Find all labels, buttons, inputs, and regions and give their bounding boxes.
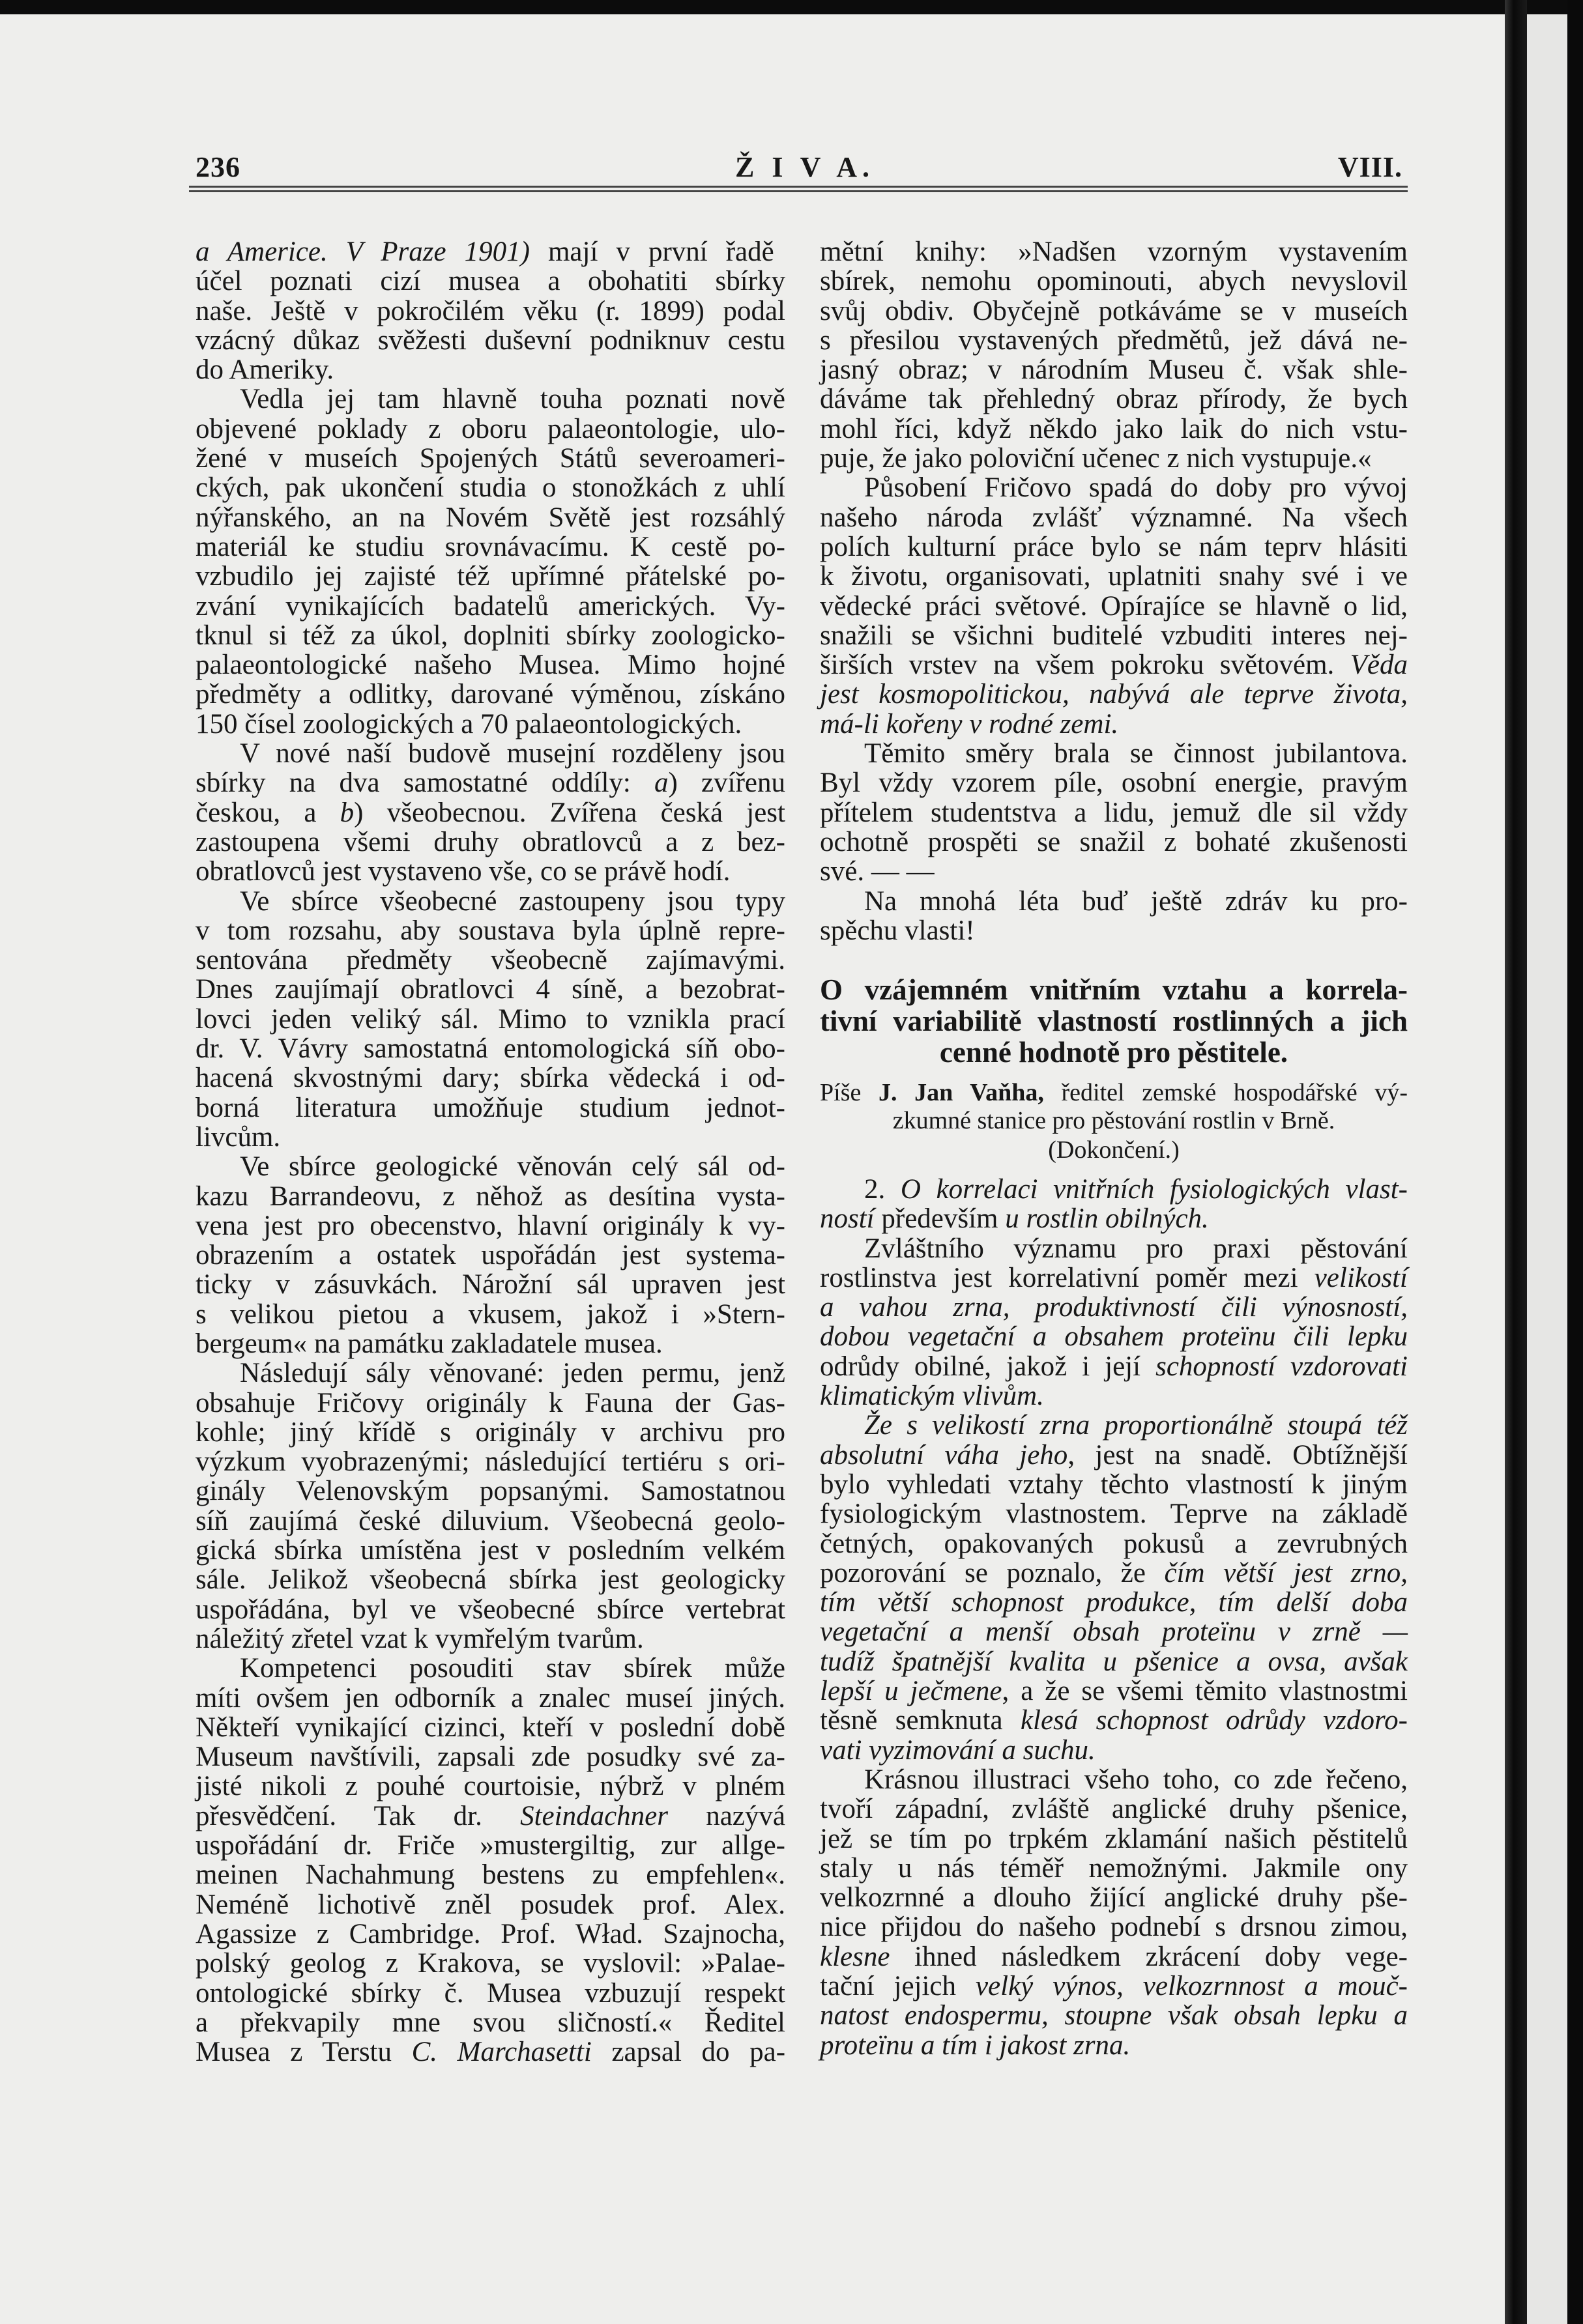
italic-text: klesá schopnost odrůdy vzdoro-	[1020, 1705, 1408, 1736]
text-line	[196, 355, 785, 384]
text-line	[196, 1447, 785, 1476]
text-segment: míti ovšem jen odborník a znalec museí jiných.	[196, 1682, 785, 1714]
text-segment: ontologické sbírky č. Musea vzbuzují respekt	[196, 1977, 785, 2009]
text-line	[196, 473, 785, 502]
text-segment: Těmito směry brala se činnost jubilantova.	[864, 738, 1408, 769]
text-line	[820, 355, 1408, 384]
text-segment: sbírek, nemohu opominouti, abych nevyslovil	[820, 266, 1408, 297]
text-line	[196, 1123, 785, 1152]
text-segment: a překvapily mne svou sličností.« Ředitel	[196, 2007, 785, 2038]
text-segment: ckých, pak ukončení studia o stonožkách z uhlí	[196, 472, 785, 504]
text-line	[820, 1588, 1408, 1617]
text-line	[196, 1270, 785, 1299]
text-segment: sbírky na dva samostatné oddíly:	[196, 767, 655, 799]
text-line	[820, 1794, 1408, 1824]
text-line	[820, 444, 1408, 473]
text-segment: vzácný důkaz svěžesti duševní podniknuv cestu	[196, 324, 785, 356]
text-segment: Působení Fričovo spadá do doby pro vývoj	[864, 472, 1408, 504]
text-line	[196, 1063, 785, 1093]
text-segment: polský geolog z Krakova, se vyslovil: »Palae-	[196, 1948, 785, 1979]
text-segment: Píše	[820, 1079, 879, 1106]
text-segment: zastoupena všemi druhy obratlovců a z bez-	[196, 826, 785, 857]
text-segment: objevené poklady z oboru palaeontologie, ulo-	[196, 413, 785, 444]
journal-title: Ž I V A.	[734, 151, 875, 183]
italic-text: a Americe. V Praze 1901)	[196, 237, 530, 267]
text-line	[196, 1506, 785, 1536]
text-segment: ) zvířenu	[668, 767, 785, 799]
text-segment: gická sbírka umístěna jest v posledním velkém	[196, 1535, 785, 1566]
text-line	[196, 266, 785, 296]
text-segment: palaeontologické našeho Musea. Mimo hojné	[196, 650, 785, 681]
text-line	[820, 2001, 1408, 2030]
text-line	[196, 1005, 785, 1034]
text-segment: četných, opakovaných pokusů a zevrubných	[820, 1528, 1408, 1559]
italic-text: a vahou zrna, produktivností čili výnosností,	[820, 1292, 1408, 1323]
text-segment: náležitý zřetel vzat k vymřelým tvarům.	[196, 1623, 644, 1654]
text-line	[820, 1854, 1408, 1883]
text-segment: především	[874, 1203, 1006, 1235]
text-segment: livcům.	[196, 1121, 281, 1153]
text-segment: našeho národa zvlášť významné. Na všech	[820, 502, 1408, 533]
text-segment: mají v první řadě	[529, 237, 774, 267]
text-segment: uspořádání dr. Friče »mustergiltig, zur allge-	[196, 1830, 785, 1861]
text-line	[820, 974, 1408, 1005]
text-segment: V nové naší budově musejní rozděleny jsou	[240, 738, 785, 769]
text-segment: účel poznati cizí musea a obohatiti sbírky	[196, 266, 785, 297]
italic-text: velký výnos, velkozrnnost a mouč-	[975, 1971, 1408, 2002]
text-segment: meinen Nachahmung bestens zu empfehlen«.	[196, 1859, 785, 1891]
text-line	[196, 768, 785, 797]
text-segment: širších vrstev na všem pokroku světovém.	[820, 650, 1350, 681]
text-segment: českou, a	[196, 797, 340, 828]
text-segment: v tom rozsahu, aby soustava byla úplně repre-	[196, 915, 785, 946]
text-segment: zkumné stanice pro pěstování rostlin v Brně.	[892, 1107, 1335, 1134]
text-line	[820, 1972, 1408, 2001]
text-line	[820, 1234, 1408, 1263]
text-line	[196, 680, 785, 709]
text-segment: ) všeobecnou. Zvířena česká jest	[354, 797, 785, 828]
text-line	[196, 1388, 785, 1418]
text-segment: výzkum vyobrazenými; následující tertiéru s ori-	[196, 1446, 785, 1478]
text-segment: fysiologickým vlastnostem. Teprve na základě	[820, 1499, 1408, 1530]
text-line	[820, 1706, 1408, 1735]
text-line	[820, 1175, 1408, 1204]
italic-text: u rostlin obilných.	[1005, 1203, 1209, 1235]
text-segment: jež se tím po trpkém zklamání našich pěstitelů	[820, 1823, 1408, 1854]
italic-text: čím větší jest zrno,	[1164, 1557, 1408, 1588]
text-line	[196, 1860, 785, 1889]
article-byline	[820, 1079, 1408, 1135]
text-segment: Na mnohá léta buď ještě zdráv ku pro-	[864, 885, 1408, 917]
text-segment: spěchu vlasti!	[820, 915, 975, 946]
text-line	[196, 1979, 785, 2008]
text-segment: ginály Velenovským popsanými. Samostatnou	[196, 1476, 785, 1507]
text-line	[196, 414, 785, 444]
text-line	[196, 975, 785, 1004]
text-line	[820, 857, 1408, 886]
text-line	[820, 2031, 1408, 2060]
text-segment: vzbudilo jej zajisté též upřímné přátelské po-	[196, 561, 785, 592]
text-line	[820, 1079, 1408, 1107]
text-line	[820, 592, 1408, 621]
page-number: 236	[196, 151, 240, 183]
text-line	[196, 1358, 785, 1388]
text-line	[820, 1647, 1408, 1676]
text-segment: hacená skvostnými dary; sbírka vědecká i od-	[196, 1063, 785, 1094]
text-segment: obrazením a ostatek uspořádán jest systema-	[196, 1240, 785, 1271]
text-line	[196, 1890, 785, 1919]
italic-text: natost endospermu, stoupne však obsah lepku a	[820, 2000, 1408, 2031]
text-line	[196, 857, 785, 886]
text-line	[820, 384, 1408, 414]
text-segment: svůj obdiv. Obyčejně potkáváme se v museích	[820, 295, 1408, 326]
text-segment: puje, že jako poloviční učenec z nich vystupuje.«	[820, 443, 1372, 474]
text-line	[196, 1742, 785, 1772]
text-segment: s velikou pietou a vkusem, jakož i »Stern-	[196, 1298, 785, 1330]
italic-text: proteïnu a tím i jakost zrna.	[820, 2030, 1131, 2061]
text-line	[820, 1499, 1408, 1528]
text-segment: své. — —	[820, 856, 935, 887]
text-line	[820, 473, 1408, 502]
text-line	[196, 1831, 785, 1860]
text-segment: staly u nás téměř nemožnými. Jakmile ony	[820, 1852, 1408, 1884]
text-line	[196, 384, 785, 414]
text-line	[196, 945, 785, 975]
text-line	[196, 887, 785, 916]
text-line	[820, 739, 1408, 768]
text-segment: tknul si též za úkol, doplniti sbírky zoologicko-	[196, 620, 785, 651]
text-segment: cenné hodnotě pro pěstitele.	[939, 1036, 1288, 1069]
text-line	[196, 503, 785, 532]
text-line	[820, 503, 1408, 532]
text-line	[820, 296, 1408, 326]
text-line	[196, 739, 785, 768]
italic-text: C. Marchasetti	[411, 2037, 592, 2068]
text-segment: vena jest pro obecenstvo, hlavní originály k vy-	[196, 1210, 785, 1241]
text-segment: Ve sbírce všeobecné zastoupeny jsou typy	[240, 885, 785, 917]
text-segment: obsahuje Fričovy originály k Fauna der Gas-	[196, 1387, 785, 1418]
italic-text: Věda	[1350, 650, 1408, 681]
text-segment: těsně semknuta	[820, 1705, 1021, 1736]
text-segment: Kompetenci posouditi stav sbírek může	[240, 1653, 785, 1684]
text-line	[196, 1624, 785, 1654]
text-segment: mohl říci, když někdo jako laik do nich vstu-	[820, 413, 1408, 444]
text-segment: borná literatura umožňuje studium jednot-	[196, 1092, 785, 1123]
text-line	[820, 887, 1408, 916]
italic-text: Že s velikostí zrna proportionálně stoupá též	[864, 1410, 1408, 1441]
text-line	[196, 1536, 785, 1565]
text-line	[196, 296, 785, 326]
text-line	[820, 266, 1408, 296]
text-line	[196, 710, 785, 739]
text-segment: tační jejich	[820, 1971, 976, 2002]
text-segment: přesvědčení. Tak dr.	[196, 1800, 521, 1831]
text-segment: rostlinstva jest korrelativní poměr mezi	[820, 1262, 1314, 1293]
text-segment: zvání vynikajících badatelů amerických. Vy-	[196, 590, 785, 622]
text-line	[196, 1211, 785, 1241]
italic-text: velikostí	[1314, 1262, 1408, 1293]
text-segment: Následují sály věnované: jeden permu, jenž	[240, 1358, 785, 1389]
text-segment: vědecké práci světové. Opírajíce se hlavně o lid,	[820, 590, 1408, 622]
text-line	[196, 2037, 785, 2067]
text-line	[196, 1418, 785, 1447]
text-line	[196, 1919, 785, 1949]
italic-text: vati vyzimování a suchu.	[820, 1734, 1096, 1766]
left-column	[196, 237, 785, 2067]
text-line	[196, 621, 785, 650]
scan-page-edge	[1527, 14, 1567, 2324]
italic-text: schopností vzdorovati	[1155, 1351, 1408, 1382]
text-segment: ředitel zemské hospodářské vý-	[1043, 1079, 1408, 1106]
text-line	[196, 1565, 785, 1594]
text-line	[196, 237, 785, 266]
text-line	[196, 1300, 785, 1329]
text-line	[196, 1152, 785, 1181]
text-segment: odrůdy obilné, jakož i její	[820, 1351, 1156, 1382]
bold-text: J. Jan Vaňha,	[878, 1079, 1044, 1106]
text-segment: nice přijdou do našeho podnebí s drsnou zimou,	[820, 1912, 1408, 1943]
text-line	[820, 798, 1408, 827]
text-line	[196, 1654, 785, 1683]
header-rule	[189, 190, 1408, 192]
text-line	[196, 1949, 785, 1978]
text-line	[820, 1322, 1408, 1351]
text-segment: pozorování se poznalo, že	[820, 1557, 1165, 1588]
text-line	[820, 414, 1408, 444]
text-segment: Ve sbírce geologické věnován celý sál od-	[240, 1151, 785, 1183]
text-segment: naše. Ještě v pokročilém věku (r. 1899) podal	[196, 295, 785, 326]
text-line	[196, 1329, 785, 1358]
italic-text: b	[340, 797, 355, 828]
text-segment: kohle; jiný křídě s originály v archivu pro	[196, 1416, 785, 1448]
text-line	[820, 1470, 1408, 1499]
article-body	[820, 1175, 1408, 2060]
text-line	[196, 1034, 785, 1063]
text-line	[196, 1093, 785, 1123]
text-line	[820, 1529, 1408, 1558]
text-segment: ochotně prospěti se snažil z bohaté zkušenosti	[820, 826, 1408, 857]
text-line	[196, 1772, 785, 1801]
text-line	[196, 1684, 785, 1713]
italic-text: má-li kořeny v rodné zemi.	[820, 708, 1119, 739]
header-rule	[189, 186, 1408, 188]
text-segment: tvoří západní, zvláště anglické druhy pšenice,	[820, 1794, 1408, 1825]
text-line	[196, 532, 785, 562]
text-line	[820, 562, 1408, 591]
text-segment: ticky v zásuvkách. Nárožní sál upraven jest	[196, 1269, 785, 1300]
text-segment: nazývá	[667, 1800, 785, 1831]
text-line	[820, 621, 1408, 650]
italic-text: tím větší schopnost produkce, tím delší doba	[820, 1587, 1408, 1618]
text-segment: velkozrnné a dlouho žijící anglické druhy pše-	[820, 1882, 1408, 1914]
text-line	[196, 1241, 785, 1270]
text-line	[196, 444, 785, 473]
text-line	[820, 680, 1408, 709]
text-line	[196, 592, 785, 621]
right-column-text	[820, 237, 1408, 945]
text-segment: , jest na snadě. Obtížnější	[1067, 1439, 1408, 1470]
volume-number: VIII.	[1337, 151, 1402, 183]
text-line	[196, 1182, 785, 1211]
text-segment: kazu Barrandeovu, z něhož as desítina vysta-	[196, 1181, 785, 1212]
text-segment: sentována předměty všeobecně zajímavými.	[196, 945, 785, 976]
text-line	[820, 1912, 1408, 1942]
text-line	[820, 1204, 1408, 1233]
scan-border-top	[0, 0, 1583, 14]
text-line	[820, 326, 1408, 355]
text-segment: materiál ke studiu srovnávacímu. K cestě po-	[196, 531, 785, 562]
text-segment: do Ameriky.	[196, 354, 334, 386]
text-segment: s přesilou vystavených předmětů, jež dává ne-	[820, 324, 1408, 356]
text-segment: přítelem studentstva a lidu, jemuž dle sil vždy	[820, 797, 1408, 828]
text-line	[196, 827, 785, 857]
text-segment: dr. V. Vávry samostatná entomologická síň obo-	[196, 1033, 785, 1065]
text-segment: O vzájemném vnitřním vztahu a korrela-	[820, 973, 1408, 1006]
text-line	[820, 1883, 1408, 1912]
text-segment: Musea z Terstu	[196, 2037, 412, 2068]
text-line	[820, 1352, 1408, 1381]
text-line	[820, 1293, 1408, 1322]
text-segment: 150 čísel zoologických a 70 palaeontologických.	[196, 708, 742, 739]
italic-text: vegetační a menší obsah proteïnu v zrně —	[820, 1616, 1408, 1648]
continuation-block	[820, 1136, 1408, 1164]
text-line	[820, 1263, 1408, 1293]
text-line	[820, 1381, 1408, 1411]
text-segment: Museum navštívili, zapsali zde posudky své za-	[196, 1742, 785, 1773]
italic-text: Steindachner	[520, 1800, 668, 1831]
text-segment: Zvláštního významu pro praxi pěstování	[864, 1233, 1408, 1264]
text-segment: jisté nikoli z pouhé courtoisie, nýbrž v plném	[196, 1771, 785, 1802]
text-line	[820, 768, 1408, 797]
text-line	[820, 1411, 1408, 1440]
text-segment: , a že se všemi těmito vlastnostmi	[1002, 1676, 1408, 1707]
text-segment: nýřanského, an na Novém Světě jest rozsáhlý	[196, 502, 785, 533]
text-line	[196, 1476, 785, 1506]
italic-text: absolutní váha jeho	[820, 1439, 1068, 1470]
text-segment: sále. Jelikož všeobecná sbírka jest geologicky	[196, 1564, 785, 1596]
article-title	[820, 974, 1408, 1068]
text-segment: Někteří vynikající cizinci, kteří v poslední době	[196, 1712, 785, 1743]
text-segment: tivní variabilitě vlastností rostlinných a jich	[820, 1005, 1408, 1037]
text-line	[196, 562, 785, 591]
text-line	[820, 532, 1408, 562]
italic-text: klesne	[820, 1941, 890, 1972]
italic-text: O korrelaci vnitřních fysiologických vlast-	[900, 1174, 1408, 1205]
text-segment: předměty a odlitky, darované výměnou, získáno	[196, 679, 785, 710]
text-segment: bergeum« na památku zakladatele musea.	[196, 1328, 663, 1359]
italic-text: jest kosmopolitickou, nabývá ale teprve života,	[820, 679, 1408, 710]
italic-text: ností	[820, 1203, 875, 1235]
italic-text: lepší u ječmene	[820, 1676, 1002, 1707]
text-line	[196, 916, 785, 945]
text-segment: Byl vždy vzorem píle, osobní energie, pravým	[820, 767, 1408, 799]
text-segment: snažili se všichni buditelé vzbuditi interes nej-	[820, 620, 1408, 651]
text-line	[820, 1942, 1408, 1972]
text-segment: uspořádána, byl ve všeobecné sbírce vertebrat	[196, 1594, 785, 1625]
text-line	[196, 2008, 785, 2037]
text-line	[820, 1676, 1408, 1706]
text-line	[196, 650, 785, 680]
text-line	[820, 1736, 1408, 1765]
text-line	[820, 1824, 1408, 1854]
text-line	[820, 710, 1408, 739]
text-segment: Dnes zaujímají obratlovci 4 síně, a bezobrat-	[196, 974, 785, 1005]
text-segment: zapsal do pa-	[591, 2037, 786, 2068]
text-segment: Neméně lichotivě zněl posudek prof. Alex.	[196, 1889, 785, 1920]
text-segment: obratlovců jest vystaveno vše, co se právě hodí.	[196, 856, 731, 887]
text-segment: bylo vyhledati vztahy těchto vlastností k jiným	[820, 1469, 1408, 1500]
text-segment: ihned následkem zkrácení doby vege-	[890, 1941, 1408, 1972]
text-segment: Agassize z Cambridge. Prof. Wład. Szajnocha,	[196, 1918, 785, 1949]
italic-text: a	[654, 767, 669, 799]
italic-text: dobou vegetační a obsahem proteïnu čili lepku	[820, 1321, 1408, 1353]
text-line	[820, 1558, 1408, 1588]
text-segment: dáváme tak přehledný obraz přírody, že bych	[820, 384, 1408, 415]
scan-binding-shadow	[1505, 0, 1527, 2324]
text-line	[196, 1801, 785, 1831]
text-line	[820, 1037, 1408, 1068]
text-line	[820, 916, 1408, 945]
text-segment: jasný obraz; v národním Museu č. však shle-	[820, 354, 1408, 386]
text-segment: polích kulturní práce bylo se nám teprv hlásiti	[820, 531, 1408, 562]
italic-text: tudíž špatnější kvalita u pšenice a ovsa, avšak	[820, 1646, 1408, 1677]
text-line	[196, 326, 785, 355]
text-segment: 2.	[864, 1174, 901, 1205]
italic-text: klimatickým vlivům.	[820, 1381, 1044, 1412]
text-line	[820, 1107, 1408, 1135]
text-line	[820, 237, 1408, 266]
text-line	[820, 650, 1408, 680]
text-line	[820, 1765, 1408, 1794]
text-segment: k životu, organisovati, uplatniti snahy své i ve	[820, 561, 1408, 592]
text-line	[196, 1713, 785, 1742]
text-line	[820, 1005, 1408, 1037]
text-segment: Krásnou illustraci všeho toho, co zde řečeno,	[864, 1764, 1408, 1795]
text-line	[820, 1441, 1408, 1470]
text-line	[196, 1595, 785, 1624]
text-segment: mětní knihy: »Nadšen vzorným vystavením	[820, 237, 1408, 267]
continuation-note: (Dokončení.)	[1048, 1136, 1180, 1164]
scan-border-right	[1567, 0, 1583, 2324]
text-line	[820, 827, 1408, 857]
text-segment: žené v museích Spojených Států severoameri-	[196, 443, 785, 474]
text-line	[820, 1617, 1408, 1646]
text-segment: Vedla jej tam hlavně touha poznati nově	[240, 384, 785, 415]
text-line	[196, 798, 785, 827]
text-segment: síň zaujímá české diluvium. Všeobecná geolo-	[196, 1505, 785, 1536]
text-segment: lovci jeden veliký sál. Mimo to vznikla prací	[196, 1003, 785, 1035]
